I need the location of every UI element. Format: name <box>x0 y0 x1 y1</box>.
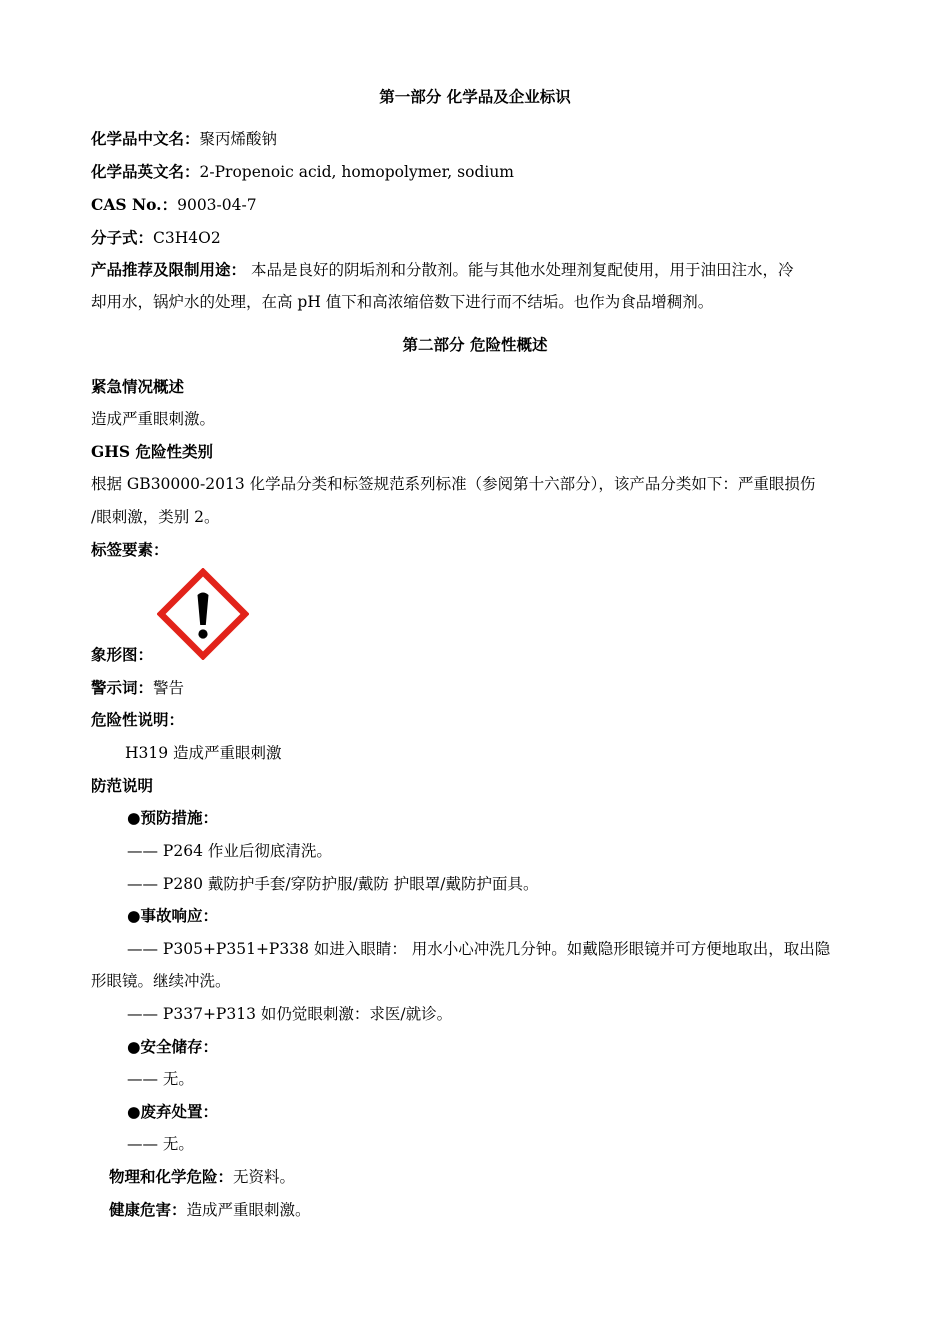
health-label: 健康危害： <box>109 1200 187 1219</box>
pictogram-label: 象形图： <box>91 645 154 664</box>
physchem-text: 无资料。 <box>233 1168 296 1186</box>
cas-label: CAS No.： <box>91 195 178 214</box>
health-text: 造成严重眼刺激。 <box>186 1201 311 1219</box>
section1-title: 第一部分 化学品及企业标识 <box>379 87 571 106</box>
disposal-label: ●废弃处置： <box>127 1102 219 1121</box>
health-row <box>109 1200 311 1220</box>
label-elements-heading: 标签要素： <box>91 540 169 559</box>
physchem-row <box>109 1167 295 1187</box>
storage-label: ●安全储存： <box>127 1037 219 1056</box>
use-label: 产品推荐及限制用途： <box>91 260 247 279</box>
prevention-item-1: —— P264 作业后彻底清洗。 <box>127 842 332 860</box>
precaution-label: 防范说明 <box>91 776 154 795</box>
prevention-item-2: —— P280 戴防护手套/穿防护服/戴防 护眼罩/戴防护面具。 <box>127 875 539 893</box>
signal-word-row <box>91 678 184 698</box>
cn-name-label: 化学品中文名： <box>91 129 200 148</box>
response-item-1b: 形眼镜。继续冲洗。 <box>91 972 231 990</box>
ghs-text-line2: /眼刺激，类别 2。 <box>91 508 220 526</box>
storage-item-1: —— 无。 <box>127 1070 194 1088</box>
cas-row <box>91 195 257 215</box>
hazard-statement: H319 造成严重眼刺激 <box>125 744 282 762</box>
emergency-text: 造成严重眼刺激。 <box>91 410 216 428</box>
response-label: ●事故响应： <box>127 906 219 925</box>
en-name-value: 2-Propenoic acid, homopolymer, sodium <box>199 163 515 181</box>
cn-name-value: 聚丙烯酸钠 <box>199 130 278 148</box>
signal-word: 警告 <box>153 679 185 697</box>
cas-value: 9003-04-7 <box>177 196 257 214</box>
disposal-item-1: —— 无。 <box>127 1135 194 1153</box>
en-name-label: 化学品英文名： <box>91 162 200 181</box>
physchem-label: 物理和化学危险： <box>109 1167 234 1186</box>
use-text-line2: 却用水，锅炉水的处理，在高 pH 值下和高浓缩倍数下进行而不结垢。也作为食品增稠剂。 <box>91 293 714 311</box>
formula-row <box>91 228 221 248</box>
ghs-label: GHS 危险性类别 <box>91 442 213 461</box>
formula-label: 分子式： <box>91 228 154 247</box>
prevention-label: ●预防措施： <box>127 808 219 827</box>
cn-name-row <box>91 129 277 149</box>
response-item-1a: —— P305+P351+P338 如进入眼睛： 用水小心冲洗几分钟。如戴隐形眼镜并可方便地取出，取出隐 <box>127 940 831 958</box>
response-item-2: —— P337+P313 如仍觉眼刺激：求医/就诊。 <box>127 1005 453 1023</box>
section2-title: 第二部分 危险性概述 <box>402 335 548 354</box>
exclamation-mark-pictogram-icon <box>157 568 249 660</box>
signal-label: 警示词： <box>91 678 154 697</box>
emergency-label: 紧急情况概述 <box>91 377 185 396</box>
en-name-row <box>91 162 514 182</box>
use-text-line1: 本品是良好的阴垢剂和分散剂。能与其他水处理剂复配使用，用于油田注水，冷 <box>250 261 794 279</box>
formula-value: C3H4O2 <box>153 229 221 247</box>
hazard-label: 危险性说明： <box>91 710 185 729</box>
use-row <box>91 260 793 280</box>
ghs-text-line1: 根据 GB30000-2013 化学品分类和标签规范系列标准（参阅第十六部分），该产品分类如下：严重眼损伤 <box>91 475 816 493</box>
